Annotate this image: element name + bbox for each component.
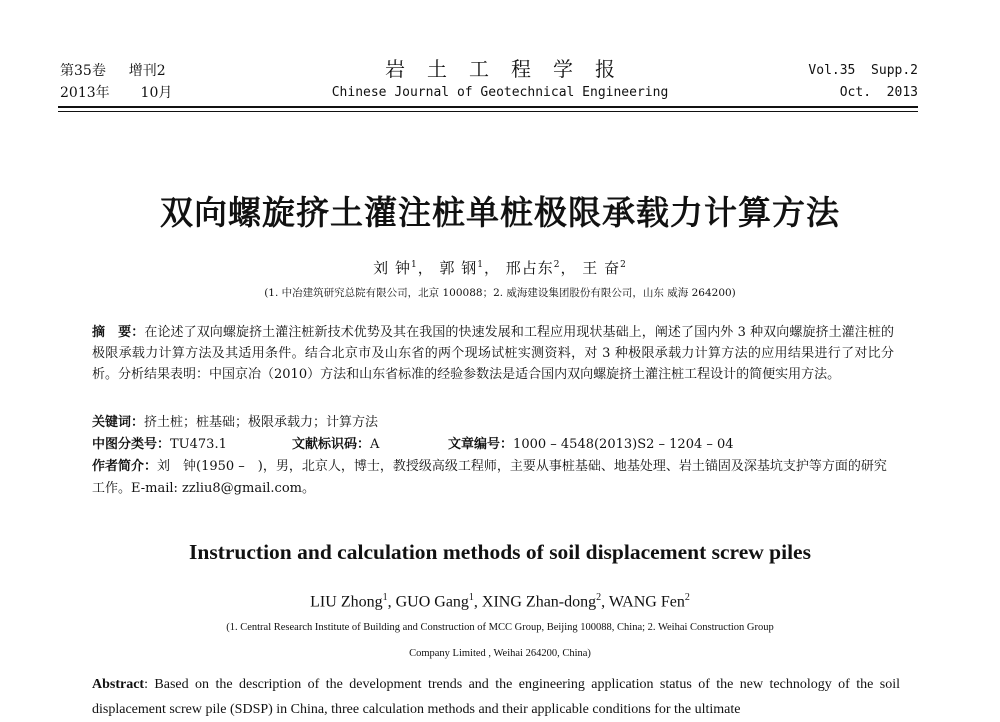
affiliation-cn: (1. 中冶建筑研究总院有限公司，北京 100088；2. 威海建设集团股份有限公司，山东 威海 264200) <box>264 287 736 299</box>
author-en-2: GUO Gang <box>395 593 469 611</box>
affiliation-en-line2: Company Limited , Weihai 264200, China) <box>409 648 591 659</box>
abstract-cn-label: 摘 要： <box>92 325 145 340</box>
year-cn: 2013年 <box>60 85 110 101</box>
doc-code-label: 文献标识码： <box>292 437 371 452</box>
author-en-1-sup: 1 <box>382 592 388 603</box>
author-en-1: LIU Zhong <box>310 593 383 611</box>
abstract-en-label: Abstract <box>92 677 145 692</box>
date-en: Oct. 2013 <box>839 85 918 100</box>
keywords-label: 关键词： <box>92 415 145 430</box>
doc-code-value: A <box>370 437 380 452</box>
journal-name-cn: 岩土工程学报 <box>385 57 637 81</box>
article-number-label: 文章编号： <box>448 437 514 452</box>
authors-en: LIU Zhong$^1$, GUO Gang$^1$, XING Zhan-dong$^2$, WANG Fen$^2$ <box>310 592 690 611</box>
issue-cn: 增刊2 <box>128 63 166 79</box>
author-cn-4: 王 奋 <box>582 259 621 277</box>
volume-cn: 第35卷 <box>60 63 106 79</box>
author-cn-1: 刘 钟 <box>373 259 411 277</box>
author-cn-3-sup: 2 <box>553 260 561 270</box>
author-en-2-sup: 1 <box>468 592 474 603</box>
clc-value: TU473.1 <box>170 437 227 452</box>
abstract-cn <box>92 322 894 385</box>
author-en-4: WANG Fen <box>608 593 685 611</box>
author-info-label: 作者简介： <box>92 459 158 474</box>
author-cn-2-sup: 1 <box>477 260 484 270</box>
author-biography <box>92 456 894 500</box>
author-cn-2: 郭 钢 <box>439 259 478 277</box>
header-rule-thick <box>58 106 918 108</box>
abstract-en <box>92 672 900 722</box>
clc-label: 中图分类号： <box>92 437 171 452</box>
keywords-text: 挤土桩；桩基础；极限承载力；计算方法 <box>144 415 379 430</box>
abstract-cn-text: 在论述了双向螺旋挤土灌注桩新技术优势及其在我国的快速发展和工程应用现状基础上，阐述了国内外 3 种双向螺旋挤土灌注桩的极限承载力计算方法及其适用条件。结合北京市及山东省的两个现场试桩实测资料，对 3 种极限承载力计算方法的应用结果进行了对比分析。分析结果表明：中国京冶（2010）方法和山东省标准的经验参数法是适合国内双向螺旋挤土灌注桩工程设计的简便实用方法。 <box>92 325 894 382</box>
author-en-3-sup: 2 <box>596 592 602 603</box>
paper-title-cn: 双向螺旋挤土灌注桩单桩极限承载力计算方法 <box>160 193 840 232</box>
author-cn-4-sup: 2 <box>620 260 627 270</box>
author-en-4-sup: 2 <box>684 592 690 603</box>
paper-title-en: Instruction and calculation methods of soil displacement screw piles <box>189 540 811 564</box>
month-cn: 10月 <box>140 85 173 101</box>
header-right <box>808 60 918 104</box>
author-cn-3: 邢占东 <box>505 259 554 277</box>
article-number-value: 1000 – 4548(2013)S2 – 1204 – 04 <box>513 437 734 452</box>
authors-cn: 刘 钟$^1$， 郭 钢$^1$， 邢占东$^2$， 王 奋$^2$ <box>373 259 627 277</box>
classification-line <box>92 434 894 455</box>
author-info-text: 刘 钟(1950 – )，男，北京人，博士，教授级高级工程师，主要从事桩基础、地基处理、岩土锚固及深基坑支护等方面的研究工作。E-mail: zzliu8@gmail.com。 <box>92 459 887 496</box>
volume-en: Vol.35 Supp.2 <box>808 63 918 78</box>
journal-name-en: Chinese Journal of Geotechnical Engineering <box>331 85 669 100</box>
author-cn-1-sup: 1 <box>410 260 418 270</box>
affiliation-en-line1: (1. Central Research Institute of Building and Construction of MCC Group, Beijing 100088, China; 2. Weihai Construction Group <box>226 622 774 633</box>
header-rule-thin <box>58 111 918 112</box>
keywords-cn <box>92 412 894 433</box>
abstract-en-text: : Based on the description of the development trends and the engineering application status of the new technology of the soil displacement screw pile (SDSP) in China, three calculation methods and their applicable conditions for the ultimate <box>92 677 900 717</box>
author-en-3: XING Zhan-dong <box>481 593 597 611</box>
